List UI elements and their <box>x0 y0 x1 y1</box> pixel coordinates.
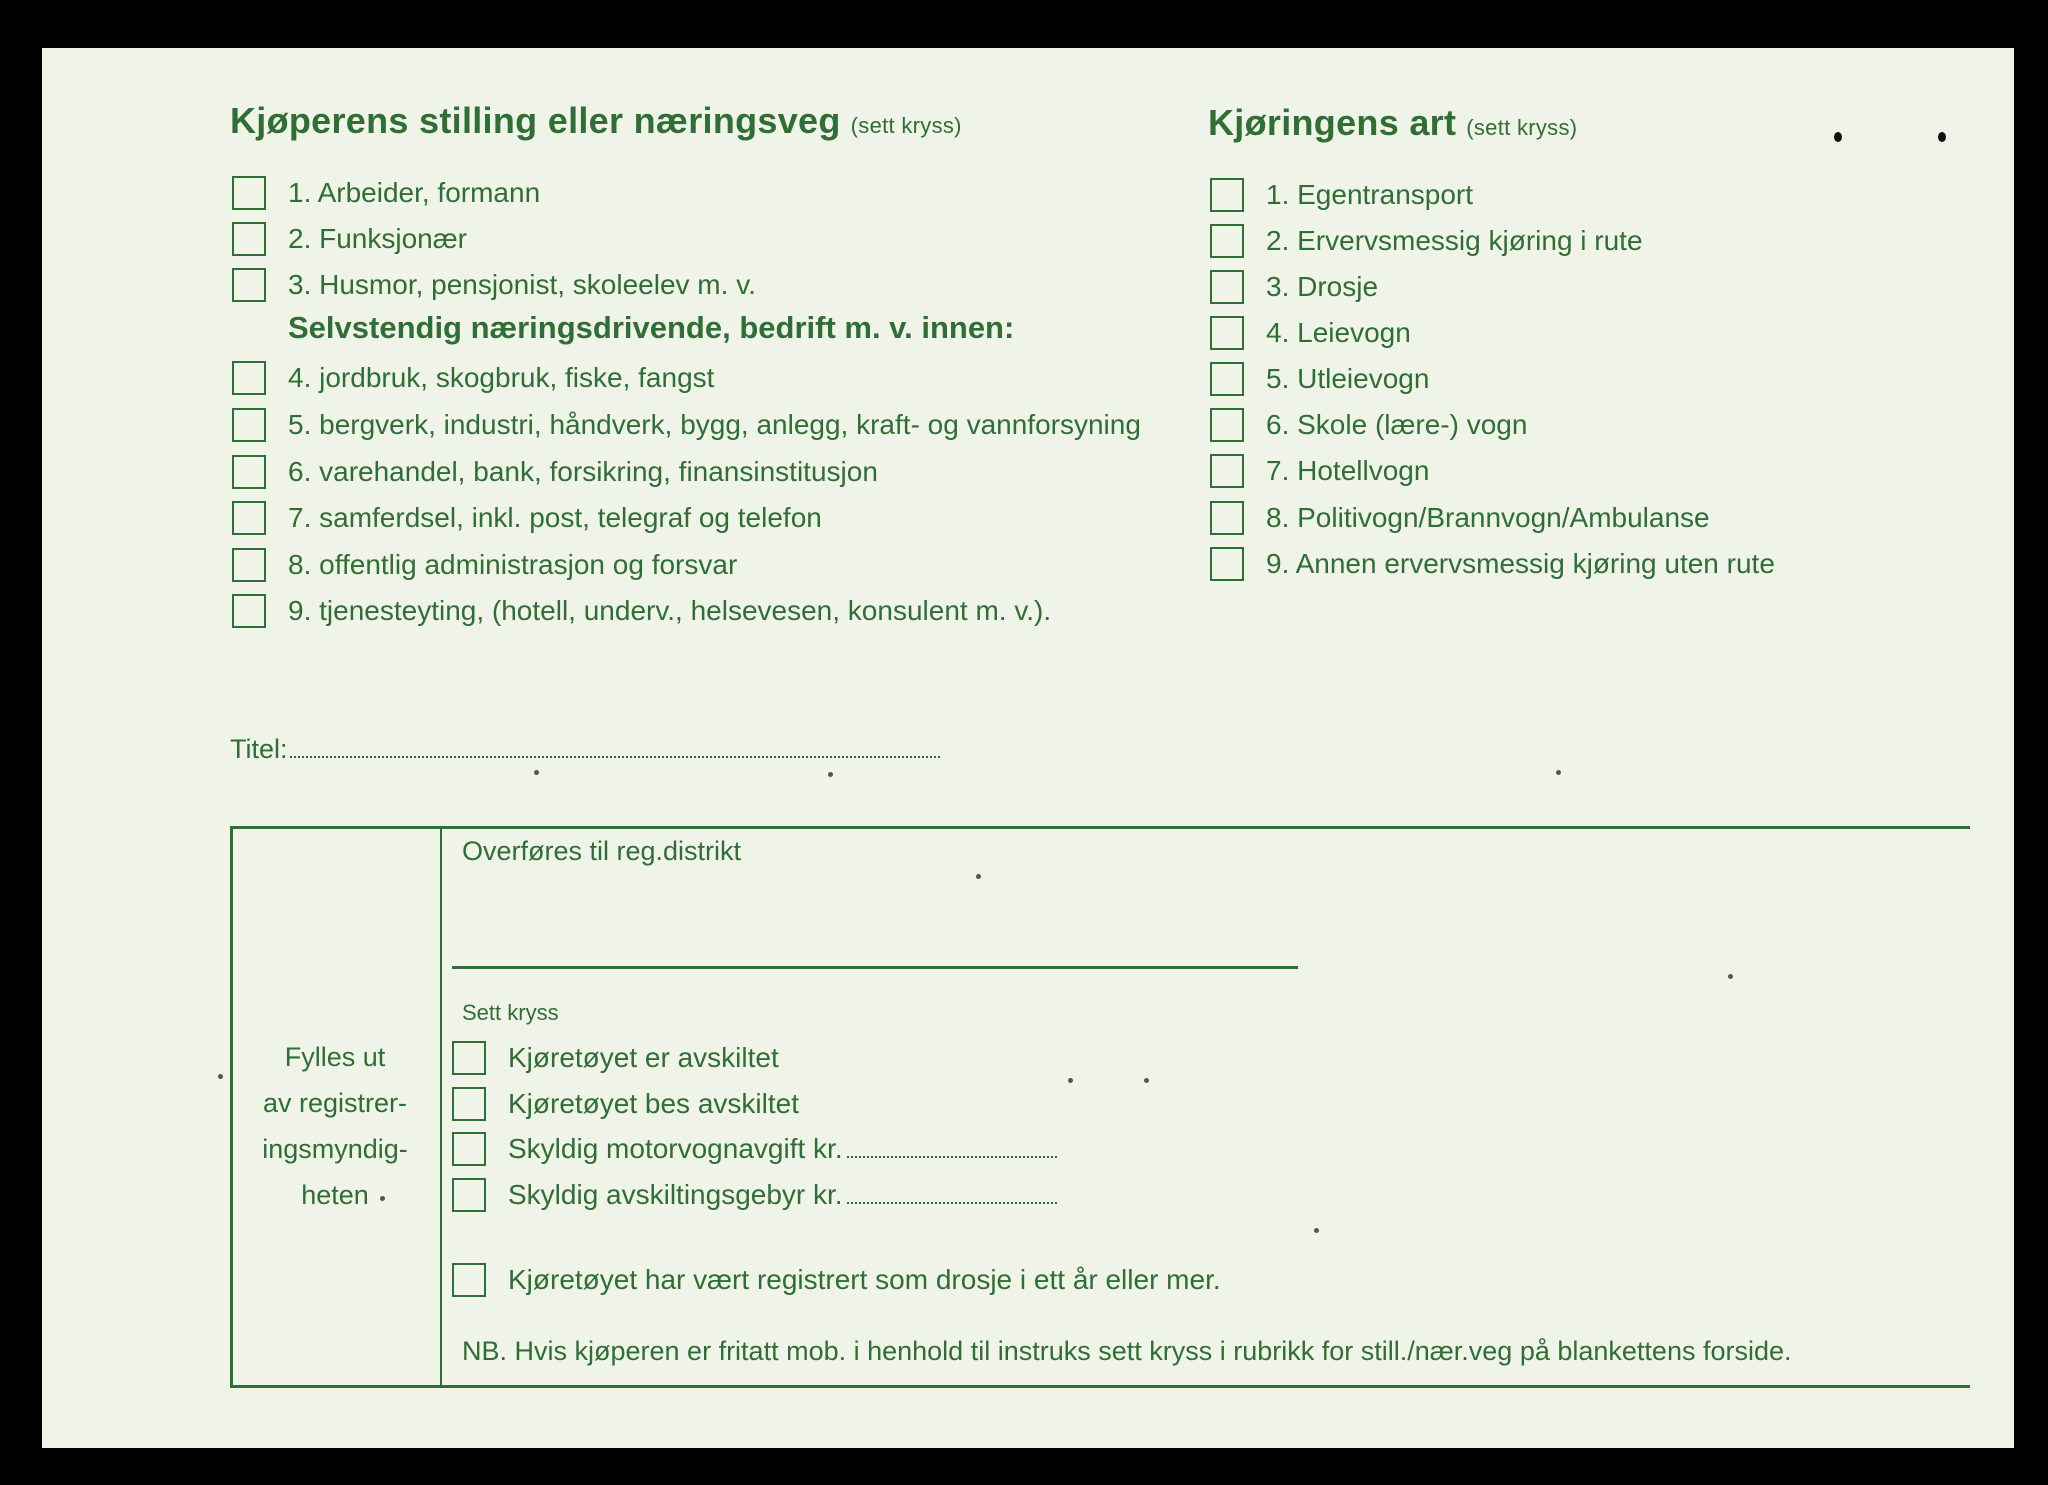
transfer-district-input-line[interactable] <box>452 966 1298 969</box>
buyer-occupation-heading <box>230 100 962 142</box>
checkbox[interactable] <box>452 1132 486 1166</box>
filler-line: ingsmyndig- <box>262 1134 408 1164</box>
driving-option-label: 8. Politivogn/Brannvogn/Ambulanse <box>1266 502 1710 533</box>
occupation-option-label: 8. offentlig administrasjon og forsvar <box>288 549 738 580</box>
driving-option-label: 1. Egentransport <box>1266 179 1474 210</box>
check-label: Kjøretøyet bes avskiltet <box>508 1088 799 1119</box>
checkbox[interactable] <box>232 501 266 535</box>
check-label <box>508 1175 1057 1215</box>
buyer-occupation-heading-text: Kjøperens stilling eller næringsveg <box>230 100 841 141</box>
checkbox[interactable] <box>1210 270 1244 304</box>
occupation-option-label: 2. Funksjonær <box>288 223 467 254</box>
occupation-option-label: 9. tjenesteyting, (hotell, underv., helsevesen, konsulent m. v.). <box>288 595 1052 626</box>
checkbox[interactable] <box>232 176 266 210</box>
amount-dotted-line[interactable] <box>847 1134 1057 1158</box>
scan-speck <box>218 1074 223 1079</box>
checkbox[interactable] <box>232 222 266 256</box>
checkbox[interactable] <box>1210 178 1244 212</box>
scan-speck <box>1144 1078 1149 1083</box>
checkbox[interactable] <box>452 1178 486 1212</box>
checkbox[interactable] <box>1210 408 1244 442</box>
driving-option-label: 4. Leievogn <box>1266 317 1411 348</box>
filler-line: heten <box>301 1180 369 1210</box>
checkbox[interactable] <box>1210 454 1244 488</box>
scan-speck <box>1068 1078 1073 1083</box>
frame-bottom-rule <box>230 1385 1970 1388</box>
checkbox[interactable] <box>1210 316 1244 350</box>
self-employed-subheading: Selvstendig næringsdrivende, bedrift m. v. innen: <box>288 310 1015 345</box>
scan-speck <box>828 772 833 777</box>
checkbox[interactable] <box>232 408 266 442</box>
occupation-option-label: 7. samferdsel, inkl. post, telegraf og telefon <box>288 502 822 533</box>
titel-label: Titel: <box>230 734 288 764</box>
driving-option-label: 5. Utleievogn <box>1266 363 1430 394</box>
amount-dotted-line[interactable] <box>847 1180 1057 1204</box>
filler-line: Fylles ut <box>284 1042 386 1072</box>
check-label-text: Skyldig motorvognavgift kr. <box>508 1133 843 1164</box>
scan-speck <box>976 874 981 879</box>
scan-speck <box>1314 1228 1319 1233</box>
checkbox[interactable] <box>452 1263 486 1297</box>
checkbox[interactable] <box>1210 224 1244 258</box>
driving-type-heading <box>1208 102 1577 144</box>
driving-option-label: 6. Skole (lære-) vogn <box>1266 409 1528 440</box>
occupation-option-label: 3. Husmor, pensjonist, skoleelev m. v. <box>288 269 756 300</box>
driving-type-heading-note: (sett kryss) <box>1466 115 1578 140</box>
occupation-option-label: 5. bergverk, industri, håndverk, bygg, anlegg, kraft- og vannforsyning <box>288 409 1141 440</box>
frame-divider-rule <box>440 826 442 1388</box>
occupation-option-label: 6. varehandel, bank, forsikring, finansinstitusjon <box>288 456 878 487</box>
filler-line: av registrer- <box>262 1088 408 1118</box>
checkbox[interactable] <box>1210 501 1244 535</box>
driving-option-label: 7. Hotellvogn <box>1266 455 1430 486</box>
filled-by-authority-label <box>230 1034 440 1218</box>
scan-speck <box>1728 974 1733 979</box>
scan-speck <box>534 770 539 775</box>
checkbox[interactable] <box>232 594 266 628</box>
check-label: Kjøretøyet er avskiltet <box>508 1042 779 1073</box>
driving-option-label: 9. Annen ervervsmessig kjøring uten rute <box>1266 548 1775 579</box>
occupation-option-label: 4. jordbruk, skogbruk, fiske, fangst <box>288 362 715 393</box>
check-label-text: Skyldig avskiltingsgebyr kr. <box>508 1179 843 1210</box>
check-label: Kjøretøyet har vært registrert som drosje i ett år eller mer. <box>508 1264 1221 1295</box>
transfer-district-label: Overføres til reg.distrikt <box>462 836 742 866</box>
nb-note: NB. Hvis kjøperen er fritatt mob. i henhold til instruks sett kryss i rubrikk for still./nær.veg på blankettens forside. <box>462 1336 1792 1366</box>
checkbox[interactable] <box>232 268 266 302</box>
driving-option-label: 2. Ervervsmessig kjøring i rute <box>1266 225 1643 256</box>
checkbox[interactable] <box>232 361 266 395</box>
buyer-occupation-heading-note: (sett kryss) <box>850 113 962 138</box>
checkbox[interactable] <box>452 1041 486 1075</box>
titel-field[interactable] <box>230 734 940 765</box>
scan-speck <box>1556 770 1561 775</box>
checkbox[interactable] <box>232 548 266 582</box>
checkbox[interactable] <box>1210 547 1244 581</box>
occupation-option-label: 1. Arbeider, formann <box>288 177 541 208</box>
check-label <box>508 1129 1057 1169</box>
driving-type-heading-text: Kjøringens art <box>1208 102 1457 143</box>
checkbox[interactable] <box>452 1087 486 1121</box>
checkbox[interactable] <box>1210 362 1244 396</box>
titel-dotted-line[interactable] <box>290 734 940 758</box>
driving-option-label: 3. Drosje <box>1266 271 1379 302</box>
scan-speck <box>1834 132 1842 142</box>
sett-kryss-label: Sett kryss <box>462 1000 559 1025</box>
scan-speck <box>1938 132 1946 142</box>
checkbox[interactable] <box>232 455 266 489</box>
form-sheet <box>42 48 2014 1448</box>
scan-speck <box>380 1196 385 1201</box>
registration-authority-box <box>230 826 1970 1388</box>
frame-top-rule <box>230 826 1970 829</box>
